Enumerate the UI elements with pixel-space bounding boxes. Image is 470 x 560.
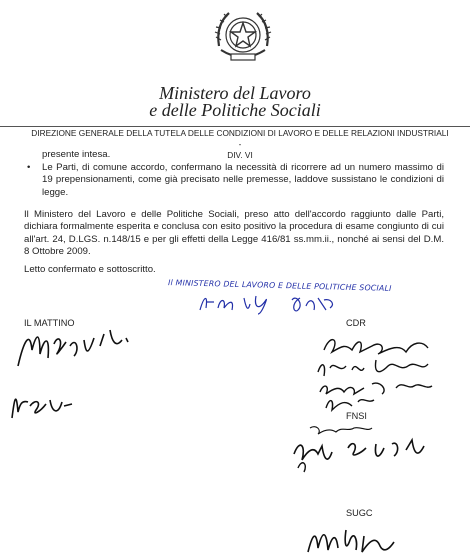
bullet-text: Le Parti, di comune accordo, confermano la necessità di ricorrere ad un numero massimo di 19 prepensionamenti, come già precisato nelle premesse, laddove sussistano le condizioni di legge. bbox=[42, 162, 444, 198]
ministry-handwritten-label: Il MINISTERO DEL LAVORO E DELLE POLITICHE SOCIALI bbox=[167, 278, 392, 293]
department-heading-line2: DIV. VI bbox=[227, 150, 253, 160]
cdr-label: CDR bbox=[346, 318, 366, 328]
cdr-signatures bbox=[312, 330, 452, 410]
sugc-label: SUGC bbox=[346, 508, 373, 518]
ministry-name-line1: Ministero del Lavoro bbox=[159, 83, 311, 103]
closing-statement: Letto confermato e sottoscritto. bbox=[24, 264, 156, 275]
il-mattino-label: IL MATTINO bbox=[24, 318, 75, 328]
ministry-name-line2: e delle Politiche Sociali bbox=[149, 100, 321, 120]
fnsi-signatures bbox=[288, 424, 438, 474]
intro-tail: presente intesa. bbox=[42, 149, 111, 160]
il-mattino-signature-2 bbox=[6, 382, 76, 422]
fnsi-label: FNSI bbox=[346, 411, 367, 421]
bullet-item bbox=[24, 162, 444, 199]
header-divider bbox=[0, 126, 470, 127]
italian-republic-emblem-icon bbox=[209, 4, 277, 72]
il-mattino-signature-1 bbox=[14, 320, 134, 372]
ministry-signature bbox=[196, 290, 346, 316]
department-heading-line1: DIREZIONE GENERALE DELLA TUTELA DELLE CONDIZIONI DI LAVORO E DELLE RELAZIONI INDUSTRIALI - bbox=[31, 128, 449, 149]
ministry-declaration-paragraph: Il Ministero del Lavoro e delle Politiche Sociali, preso atto dell'accordo raggiunto dalle Parti, dichiara formalmente esperita e conclusa con esito positivo la procedura di esame congiunto di cui all'art. 24, D.LGS. n.148/15 e per gli effetti della Legge 416/81 ss.mm.ii., nonché ai sensi del D.M. 8 Ottobre 2009. bbox=[24, 209, 444, 258]
bullet-dot-icon: • bbox=[27, 162, 31, 173]
sugc-signature bbox=[300, 518, 400, 558]
